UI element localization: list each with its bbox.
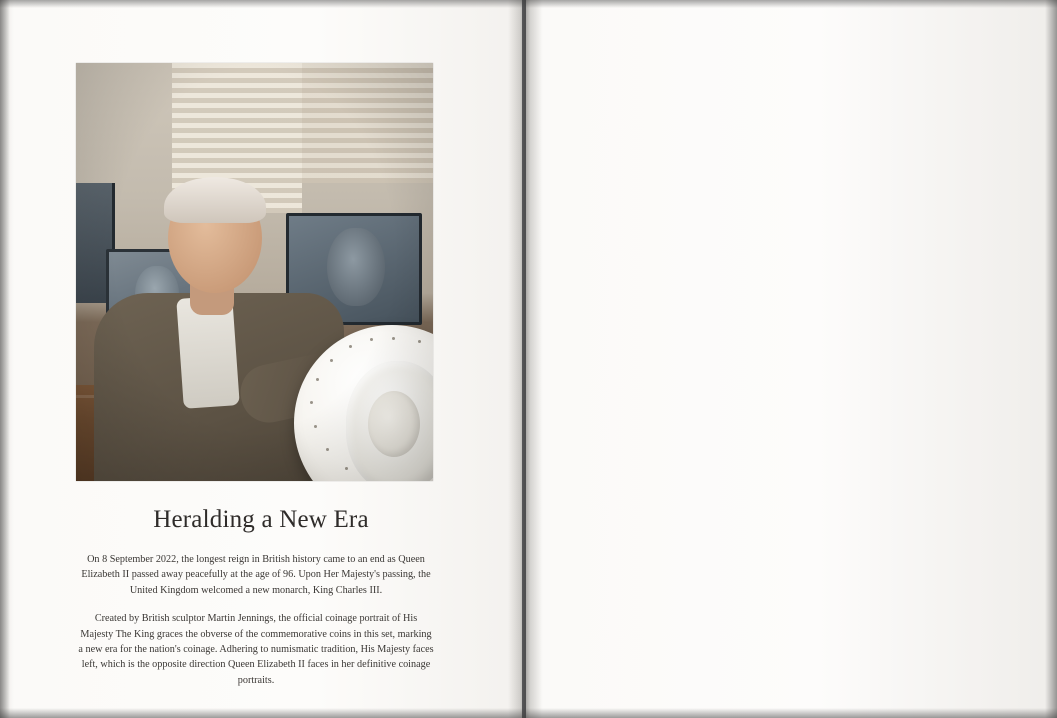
left-page — [0, 0, 522, 718]
right-page — [526, 0, 1057, 718]
left-paragraph-1: On 8 September 2022, the longest reign in British history came to an end as Queen Elizabeth II passed away peacefully at the age of 96. Upon Her Majesty's passing, the United Kingdom welcomed a new monarch, King Charles III. — [81, 554, 431, 596]
photo-vignette — [76, 63, 433, 481]
sculptor-photograph — [76, 63, 433, 481]
left-page-body — [78, 552, 434, 701]
left-paragraph-2: Created by British sculptor Martin Jennings, the official coinage portrait of His Majesty The King graces the obverse of the commemorative coins in this set, marking a new era for the nation's coinage. Adhering to numismatic tradition, His Majesty faces left, which is the opposite direction Queen Elizabeth II faces in her definitive coinage portraits. — [78, 613, 434, 686]
left-page-title: Heralding a New Era — [153, 506, 369, 533]
